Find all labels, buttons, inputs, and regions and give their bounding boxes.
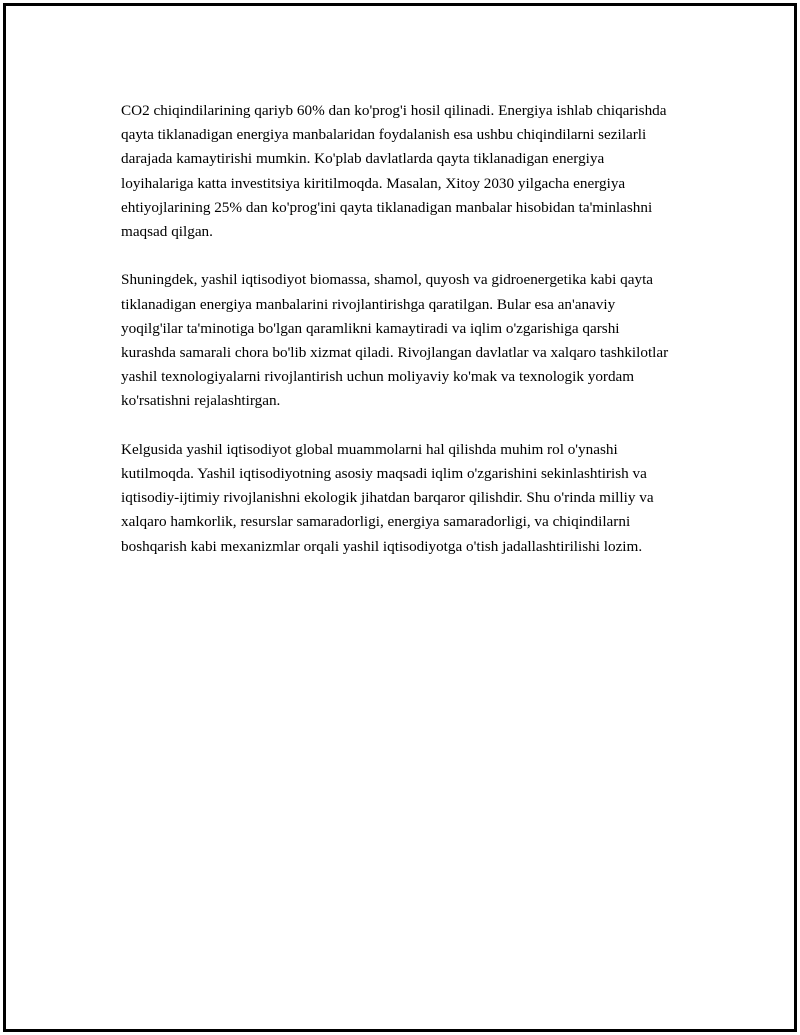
paragraph-renewable-sources: Shuningdek, yashil iqtisodiyot biomassa, shamol, quyosh va gidroenergetika kabi qayta tiklanadigan energiya manbalarini rivojlantirishga qaratilgan. Bular esa an'anaviy yoqilg'ilar ta'minotiga bo'lgan qaramlikni kamaytiradi va iqlim o'zgarishiga qarshi kurashda samarali chora bo'lib xizmat qiladi. Rivojlangan davlatlar va xalqaro tashkilotlar yashil texnologiyalarni rivojlantirish uchun moliyaviy ko'mak va texnologik yordam ko'rsatishni rejalashtirgan.	[121, 271, 669, 410]
page-frame	[3, 3, 797, 1032]
paragraph-future-outlook: Kelgusida yashil iqtisodiyot global muammolarni hal qilishda muhim rol o'ynashi kutilmoqda. Yashil iqtisodiyotning asosiy maqsadi iqlim o'zgarishini sekinlashtirish va iqtisodiy-ijtimiy rivojlanishni ekologik jihatdan barqaror qilishdir. Shu o'rinda milliy va xalqaro hamkorlik, resurslar samaradorligi, energiya samaradorligi, va chiqindilarni boshqarish kabi mexanizmlar orqali yashil iqtisodiyotga o'tish jadallashtirilishi lozim.	[121, 440, 654, 555]
document-body	[121, 99, 676, 583]
paragraph-co2-emissions: CO2 chiqindilarining qariyb 60% dan ko'prog'i hosil qilinadi. Energiya ishlab chiqarishda qayta tiklanadigan energiya manbalaridan foydalanish esa ushbu chiqindilarni sezilarli darajada kamaytirishi mumkin. Ko'plab davlatlarda qayta tiklanadigan energiya loyihalariga katta investitsiya kiritilmoqda. Masalan, Xitoy 2030 yilgacha energiya ehtiyojlarining 25% dan ko'prog'ini qayta tiklanadigan manbalar hisobidan ta'minlashni maqsad qilgan.	[121, 102, 667, 241]
